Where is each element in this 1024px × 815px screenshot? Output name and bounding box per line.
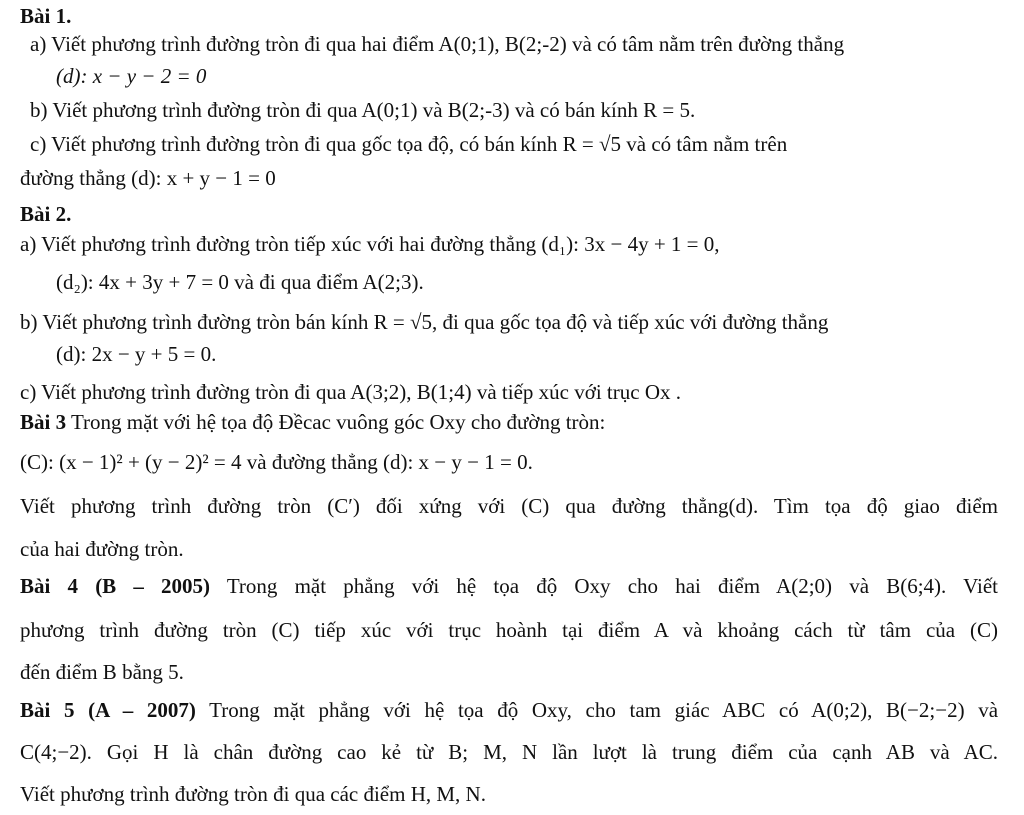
bai4-line3: đến điểm B bằng 5. <box>20 660 184 684</box>
bai3-title: Bài 3 <box>20 410 67 434</box>
bai1-a-line1: a) Viết phương trình đường tròn đi qua hai điểm A(0;1), B(2;-2) và có tâm nằm trên đường thẳng <box>30 32 845 56</box>
bai1-a-line2: (d): x − y − 2 = 0 <box>56 64 207 88</box>
bai4-title: Bài 4 (B – 2005) <box>20 574 211 598</box>
bai1-c-line2: đường thẳng (d): x + y − 1 = 0 <box>20 166 276 190</box>
bai3-line4: của hai đường tròn. <box>20 537 184 561</box>
bai3-text1: Trong mặt với hệ tọa độ Đềcac vuông góc Oxy cho đường tròn: <box>70 410 606 434</box>
bai1-c-line1: c) Viết phương trình đường tròn đi qua gốc tọa độ, có bán kính R = √5 và có tâm nằm trên <box>30 132 788 156</box>
bai3-line1 <box>20 408 605 436</box>
bai2-a-line2: (d₂): 4x + 3y + 7 = 0 và đi qua điểm A(2;3). <box>56 270 424 294</box>
bai2-b-line1: b) Viết phương trình đường tròn bán kính R = √5, đi qua gốc tọa độ và tiếp xúc với đường thẳng <box>20 310 829 334</box>
bai1-title: Bài 1. <box>20 4 72 28</box>
bai5-title: Bài 5 (A – 2007) <box>20 698 196 722</box>
bai2-c: c) Viết phương trình đường tròn đi qua A(3;2), B(1;4) và tiếp xúc với trục Ox . <box>20 380 681 404</box>
bai5-line1 <box>20 696 998 724</box>
bai3-line2: (C): (x − 1)² + (y − 2)² = 4 và đường thẳng (d): x − y − 1 = 0. <box>20 450 533 474</box>
bai2-a-line1: a) Viết phương trình đường tròn tiếp xúc với hai đường thẳng (d₁): 3x − 4y + 1 = 0, <box>20 232 720 256</box>
bai4-line2: phương trình đường tròn (C) tiếp xúc với trục hoành tại điểm A và khoảng cách từ tâm của (C) <box>20 618 998 642</box>
bai2-title: Bài 2. <box>20 202 72 226</box>
bai5-text1: Trong mặt phẳng với hệ tọa độ Oxy, cho tam giác ABC có A(0;2), B(−2;−2) và <box>209 698 999 722</box>
bai2-b-line2: (d): 2x − y + 5 = 0. <box>56 342 217 366</box>
bai5-line3: Viết phương trình đường tròn đi qua các điểm H, M, N. <box>20 782 486 806</box>
bai1-b: b) Viết phương trình đường tròn đi qua A(0;1) và B(2;-3) và có bán kính R = 5. <box>30 98 696 122</box>
bai3-line3: Viết phương trình đường tròn (C′) đối xứng với (C) qua đường thẳng(d). Tìm tọa độ giao điểm <box>20 494 998 518</box>
bai5-line2: C(4;−2). Gọi H là chân đường cao kẻ từ B; M, N lần lượt là trung điểm của cạnh AB và AC. <box>20 740 998 764</box>
bai4-line1 <box>20 572 998 600</box>
bai4-text1: Trong mặt phẳng với hệ tọa độ Oxy cho hai điểm A(2;0) và B(6;4). Viết <box>226 574 998 598</box>
